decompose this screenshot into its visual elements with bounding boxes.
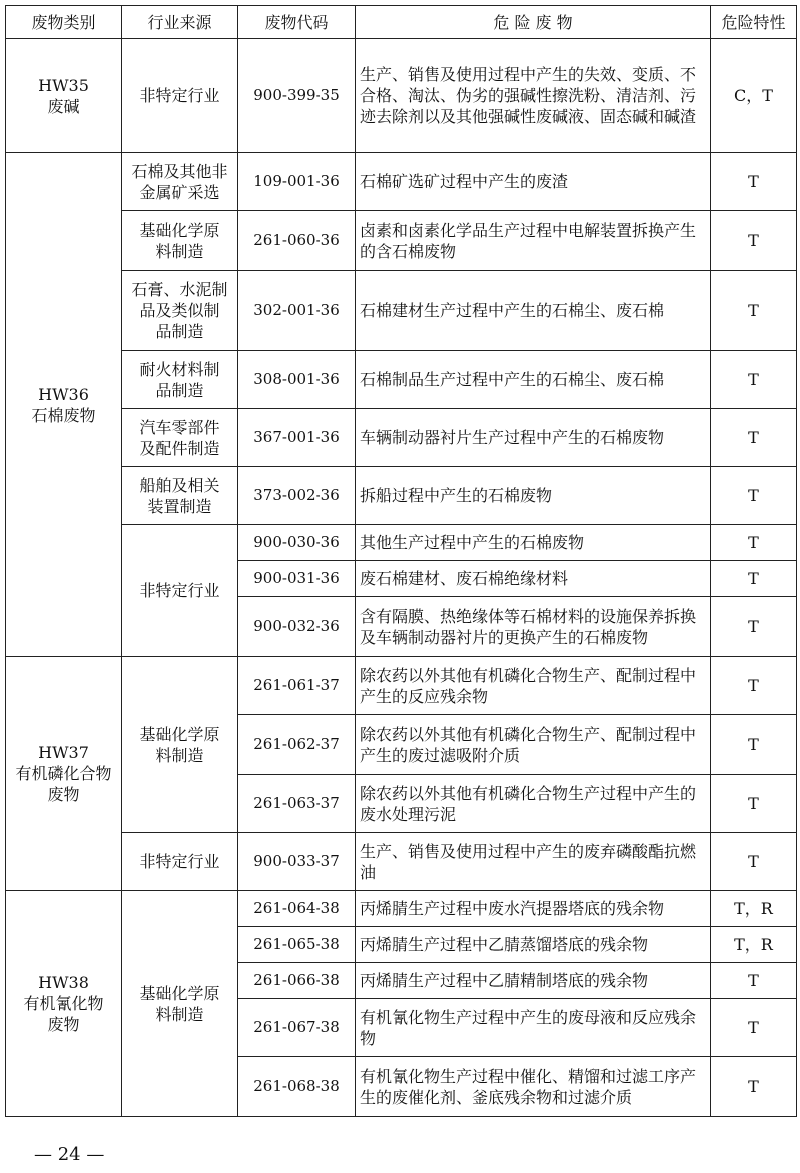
hazard-cell: T [711, 833, 797, 891]
source-cell: 汽车零部件 及配件制造 [122, 409, 238, 467]
hazard-cell: T [711, 351, 797, 409]
desc-cell: 除农药以外其他有机磷化合物生产、配制过程中产生的反应残余物 [356, 657, 711, 715]
code-cell: 261-065-38 [238, 927, 356, 963]
code-cell: 261-068-38 [238, 1057, 356, 1117]
code-cell: 261-064-38 [238, 891, 356, 927]
code-cell: 900-033-37 [238, 833, 356, 891]
desc-cell: 卤素和卤素化学品生产过程中电解装置拆换产生的含石棉废物 [356, 211, 711, 271]
hazard-cell: T [711, 657, 797, 715]
source-cell: 非特定行业 [122, 525, 238, 657]
desc-cell: 丙烯腈生产过程中乙腈精制塔底的残余物 [356, 963, 711, 999]
hazard-cell: T [711, 1057, 797, 1117]
source-cell: 石棉及其他非 金属矿采选 [122, 153, 238, 211]
header-source: 行业来源 [122, 6, 238, 39]
hazard-cell: T [711, 467, 797, 525]
desc-cell: 石棉矿选矿过程中产生的废渣 [356, 153, 711, 211]
source-cell: 石膏、水泥制 品及类似制 品制造 [122, 271, 238, 351]
code-cell: 900-030-36 [238, 525, 356, 561]
code-cell: 261-066-38 [238, 963, 356, 999]
category-cell: HW35 废碱 [6, 39, 122, 153]
table-row [6, 409, 797, 467]
code-cell: 900-031-36 [238, 561, 356, 597]
code-cell: 367-001-36 [238, 409, 356, 467]
hazard-cell: T [711, 715, 797, 775]
code-cell: 261-062-37 [238, 715, 356, 775]
source-cell: 基础化学原 料制造 [122, 211, 238, 271]
table-header-row [6, 6, 797, 39]
table-row [6, 467, 797, 525]
desc-cell: 丙烯腈生产过程中废水汽提器塔底的残余物 [356, 891, 711, 927]
hazard-cell: T [711, 153, 797, 211]
hazard-cell: C，T [711, 39, 797, 153]
hazard-cell: T [711, 211, 797, 271]
desc-cell: 有机氰化物生产过程中催化、精馏和过滤工序产生的废催化剂、釜底残余物和过滤介质 [356, 1057, 711, 1117]
hazard-cell: T [711, 999, 797, 1057]
table-row [6, 271, 797, 351]
source-cell: 耐火材料制 品制造 [122, 351, 238, 409]
code-cell: 261-067-38 [238, 999, 356, 1057]
desc-cell: 车辆制动器衬片生产过程中产生的石棉废物 [356, 409, 711, 467]
code-cell: 302-001-36 [238, 271, 356, 351]
hazard-cell: T [711, 963, 797, 999]
desc-cell: 丙烯腈生产过程中乙腈蒸馏塔底的残余物 [356, 927, 711, 963]
source-cell: 非特定行业 [122, 833, 238, 891]
table-row [6, 833, 797, 891]
desc-cell: 石棉制品生产过程中产生的石棉尘、废石棉 [356, 351, 711, 409]
hazard-cell: T [711, 271, 797, 351]
table-row [6, 525, 797, 561]
code-cell: 261-060-36 [238, 211, 356, 271]
desc-cell: 生产、销售及使用过程中产生的失效、变质、不合格、淘汰、伪劣的强碱性擦洗粉、清洁剂、污迹去除剂以及其他强碱性废碱液、固态碱和碱渣 [356, 39, 711, 153]
code-cell: 109-001-36 [238, 153, 356, 211]
table-row [6, 39, 797, 153]
code-cell: 900-399-35 [238, 39, 356, 153]
desc-cell: 石棉建材生产过程中产生的石棉尘、废石棉 [356, 271, 711, 351]
table-row [6, 657, 797, 715]
desc-cell: 含有隔膜、热绝缘体等石棉材料的设施保养拆换及车辆制动器衬片的更换产生的石棉废物 [356, 597, 711, 657]
hazard-cell: T [711, 775, 797, 833]
code-cell: 373-002-36 [238, 467, 356, 525]
source-cell: 基础化学原 料制造 [122, 657, 238, 833]
hazard-cell: T，R [711, 891, 797, 927]
category-cell: HW37 有机磷化合物 废物 [6, 657, 122, 891]
hazard-cell: T [711, 409, 797, 467]
table-row [6, 211, 797, 271]
hazard-cell: T [711, 561, 797, 597]
desc-cell: 废石棉建材、废石棉绝缘材料 [356, 561, 711, 597]
code-cell: 261-061-37 [238, 657, 356, 715]
source-cell: 基础化学原 料制造 [122, 891, 238, 1117]
source-cell: 船舶及相关 装置制造 [122, 467, 238, 525]
desc-cell: 除农药以外其他有机磷化合物生产过程中产生的废水处理污泥 [356, 775, 711, 833]
hazardous-waste-table [5, 5, 797, 1117]
desc-cell: 除农药以外其他有机磷化合物生产、配制过程中产生的废过滤吸附介质 [356, 715, 711, 775]
header-code: 废物代码 [238, 6, 356, 39]
desc-cell: 拆船过程中产生的石棉废物 [356, 467, 711, 525]
source-cell: 非特定行业 [122, 39, 238, 153]
header-waste: 危 险 废 物 [356, 6, 711, 39]
header-category: 废物类别 [6, 6, 122, 39]
hazard-cell: T [711, 525, 797, 561]
page-number: — 24 — [34, 1144, 105, 1165]
category-cell: HW36 石棉废物 [6, 153, 122, 657]
desc-cell: 其他生产过程中产生的石棉废物 [356, 525, 711, 561]
table-row [6, 351, 797, 409]
table-row [6, 153, 797, 211]
desc-cell: 有机氰化物生产过程中产生的废母液和反应残余物 [356, 999, 711, 1057]
code-cell: 308-001-36 [238, 351, 356, 409]
header-hazard: 危险特性 [711, 6, 797, 39]
hazard-cell: T [711, 597, 797, 657]
category-cell: HW38 有机氰化物 废物 [6, 891, 122, 1117]
code-cell: 900-032-36 [238, 597, 356, 657]
desc-cell: 生产、销售及使用过程中产生的废弃磷酸酯抗燃油 [356, 833, 711, 891]
hazard-cell: T，R [711, 927, 797, 963]
table-row [6, 891, 797, 927]
code-cell: 261-063-37 [238, 775, 356, 833]
